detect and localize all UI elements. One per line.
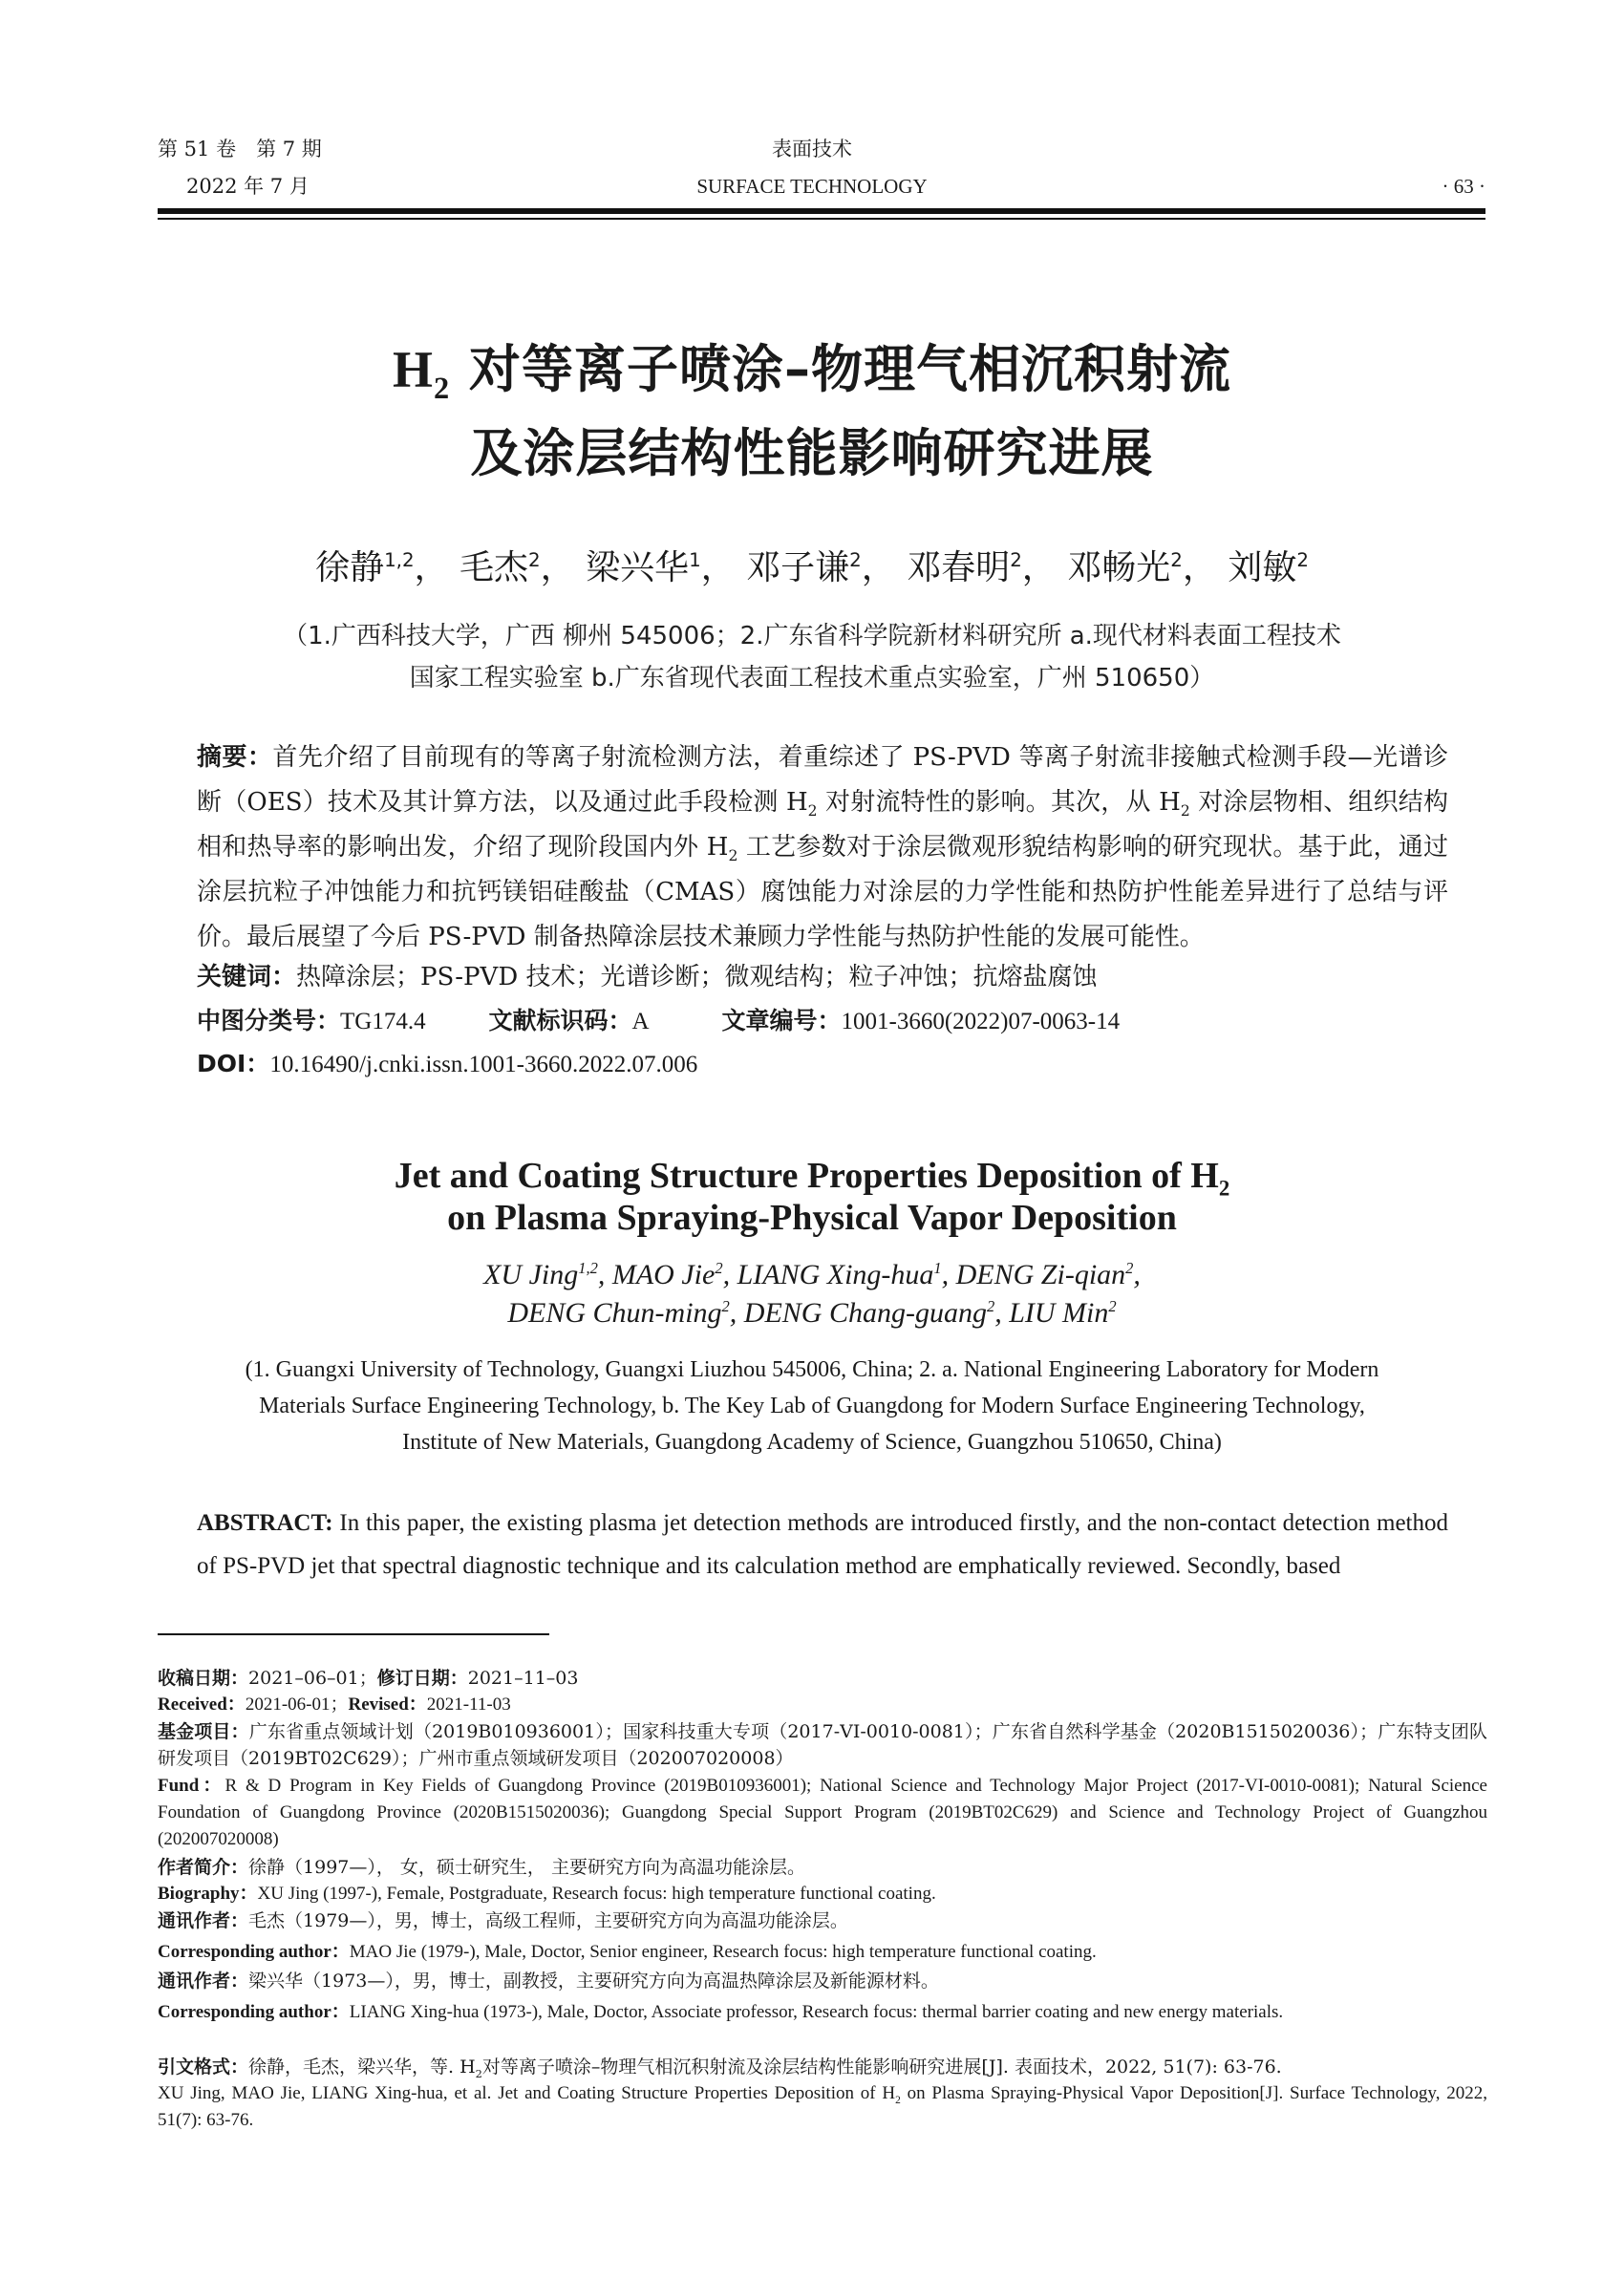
author-cn: 邓畅光$^2$ — [1067, 548, 1183, 587]
affiliation-cn-line1: （1.广西科技大学，广西 柳州 545006；2.广东省科学院新材料研究所 a.现代材料表面工程技术 — [283, 622, 1341, 650]
page-number: · 63 · — [1442, 175, 1485, 198]
corresponding-author-1-en: Corresponding author：MAO Jie (1979-), Male, Doctor, Senior engineer, Research focus: high temperature functional coating. — [158, 1942, 1097, 1962]
author-en: DENG Chun-ming$^2$ — [507, 1297, 730, 1329]
issue-date: 2022 年 7 月 — [186, 175, 310, 198]
volume-issue: 第 51 卷 第 7 期 — [158, 138, 322, 160]
author-en: MAO Jie$^2$ — [611, 1259, 723, 1290]
header-rule — [158, 208, 1485, 214]
author-cn: 徐静$^{1,2}$ — [315, 548, 415, 587]
corresponding-author-1-cn: 通讯作者：毛杰（1979—），男，博士，高级工程师，主要研究方向为高温功能涂层。 — [158, 1910, 848, 1931]
classification-line: 中图分类号：TG174.4 文献标识码：A 文章编号：1001-3660(2022)07-0063-14 — [197, 1007, 1121, 1034]
title-cn-line2: 及涂层结构性能影响研究进展 — [470, 423, 1154, 483]
footnote-rule — [158, 1633, 549, 1635]
citation-en: XU Jing, MAO Jie, LIANG Xing-hua, et al. Jet and Coating Structure Properties Deposition of $H_2$ on Plasma Spraying-Physical Vapor Deposition[J]. Surface Technology, 2022, 51(7): 63-76. — [158, 2083, 1487, 2130]
title-cn-line1: $H_2$ 对等离子喷涂–物理气相沉积射流 — [392, 339, 1232, 406]
affiliation-en-line1: (1. Guangxi University of Technology, Guangxi Liuzhou 545006, China; 2. a. National Engineering Laboratory for Modern — [245, 1357, 1379, 1382]
abstract-en: ABSTRACT: In this paper, the existing plasma jet detection methods are introduced firstly, and the non-contact detection method of PS-PVD jet that spectral diagnostic technique and its calculation method are emphatically reviewed. Secondly, based — [197, 1510, 1449, 1579]
author-en: LIANG Xing-hua$^1$ — [737, 1259, 942, 1290]
abstract-cn: 摘要：首先介绍了目前现有的等离子射流检测方法，着重综述了 PS-PVD 等离子射流非接触式检测手段—光谱诊断（OES）技术及其计算方法，以及通过此手段检测 $H_2$ 对射流特性的影响。其次，从 $H_2$ 对涂层物相、组织结构相和热导率的影响出发，介绍了现阶段国内外 $H_2$ 工艺参数对于涂层微观形貌结构影响的研究现状。基于此，通过涂层抗粒子冲蚀能力和抗钙镁铝硅酸盐（CMAS）腐蚀能力对涂层的力学性能和热防护性能差异进行了总结与评价。最后展望了今后 PS-PVD 制备热障涂层技术兼顾力学性能与热防护性能的发展可能性。 — [197, 743, 1449, 951]
doi-line: DOI：10.16490/j.cnki.issn.1001-3660.2022.07.006 — [197, 1050, 698, 1077]
biography-en: Biography：XU Jing (1997-), Female, Postgraduate, Research focus: high temperature functional coating. — [158, 1884, 936, 1904]
author-en: DENG Chang-guang$^2$ — [743, 1297, 995, 1329]
received-cn: 收稿日期：2021–06–01；修订日期：2021–11–03 — [158, 1668, 579, 1689]
citation-cn: 引文格式：徐静，毛杰，梁兴华，等. $H_2$对等离子喷涂–物理气相沉积射流及涂层结构性能影响研究进展[J]. 表面技术，2022, 51(7): 63-76. — [158, 2056, 1282, 2080]
author-en: LIU Min$^2$ — [1009, 1297, 1117, 1329]
affiliation-en-line3: Institute of New Materials, Guangdong Academy of Science, Guangzhou 510650, China) — [402, 1430, 1222, 1455]
affiliation-cn-line2: 国家工程实验室 b.广东省现代表面工程技术重点实验室，广州 510650） — [409, 664, 1215, 693]
title-en-line1: Jet and Coating Structure Properties Deposition of $H_2$ — [394, 1156, 1230, 1201]
title-en-line2: on Plasma Spraying-Physical Vapor Deposition — [447, 1198, 1177, 1238]
corresponding-author-2-en: Corresponding author：LIANG Xing-hua (1973-), Male, Doctor, Associate professor, Research focus: thermal barrier coating and new energy materials. — [158, 2002, 1284, 2022]
author-en: DENG Zi-qian$^2$ — [955, 1259, 1134, 1290]
affiliation-en-line2: Materials Surface Engineering Technology, b. The Key Lab of Guangdong for Modern Surface Engineering Technology, — [259, 1394, 1365, 1418]
authors-en-line1: XU Jing$^{1,2}$, MAO Jie$^2$, LIANG Xing-hua$^1$, DENG Zi-qian$^2$, — [483, 1259, 1141, 1290]
author-en: XU Jing$^{1,2}$ — [483, 1259, 598, 1290]
corresponding-author-2-cn: 通讯作者：梁兴华（1973—），男，博士，副教授，主要研究方向为高温热障涂层及新能源材料。 — [158, 1971, 939, 1992]
fund-cn: 基金项目：广东省重点领域计划（2019B010936001）；国家科技重大专项（2017-VI-0010-0081）；广东省自然科学基金（2020B1515020036）；广东特支团队研发项目（2019BT02C629）；广州市重点领域研发项目（202007020008） — [158, 1721, 1487, 1769]
author-cn: 邓春明$^2$ — [907, 548, 1022, 587]
biography-cn: 作者简介：徐静（1997—）， 女，硕士研究生， 主要研究方向为高温功能涂层。 — [158, 1857, 805, 1878]
keywords-cn: 关键词：热障涂层；PS-PVD 技术；光谱诊断；微观结构；粒子冲蚀；抗熔盐腐蚀 — [197, 963, 1098, 991]
author-cn: 邓子谦$^2$ — [746, 548, 862, 587]
journal-name-en: SURFACE TECHNOLOGY — [696, 175, 928, 198]
author-cn: 毛杰$^2$ — [459, 548, 541, 587]
fund-en: Fund：R & D Program in Key Fields of Guangdong Province (2019B010936001); National Science and Technology Major Project (2017-VI-0010-0081); Natural Science Foundation of Guangdong Province (2020B1515020036); Guangdong Special Support Program (2019BT02C629) and Science and Technology Project of Guangzhou (202007020008) — [158, 1776, 1487, 1849]
received-en: Received：2021-06-01；Revised：2021-11-03 — [158, 1694, 511, 1715]
author-cn: 梁兴华$^1$ — [586, 548, 701, 587]
header-rule-thin — [158, 218, 1485, 220]
author-cn: 刘敏$^2$ — [1228, 548, 1309, 587]
journal-name-cn: 表面技术 — [772, 138, 852, 160]
authors-en-line2: DENG Chun-ming$^2$, DENG Chang-guang$^2$, LIU Min$^2$ — [507, 1297, 1117, 1329]
authors-cn: 徐静$^{1,2}$， 毛杰$^2$， 梁兴华$^1$， 邓子谦$^2$， 邓春明$^2$， 邓畅光$^2$， 刘敏$^2$ — [315, 548, 1309, 587]
